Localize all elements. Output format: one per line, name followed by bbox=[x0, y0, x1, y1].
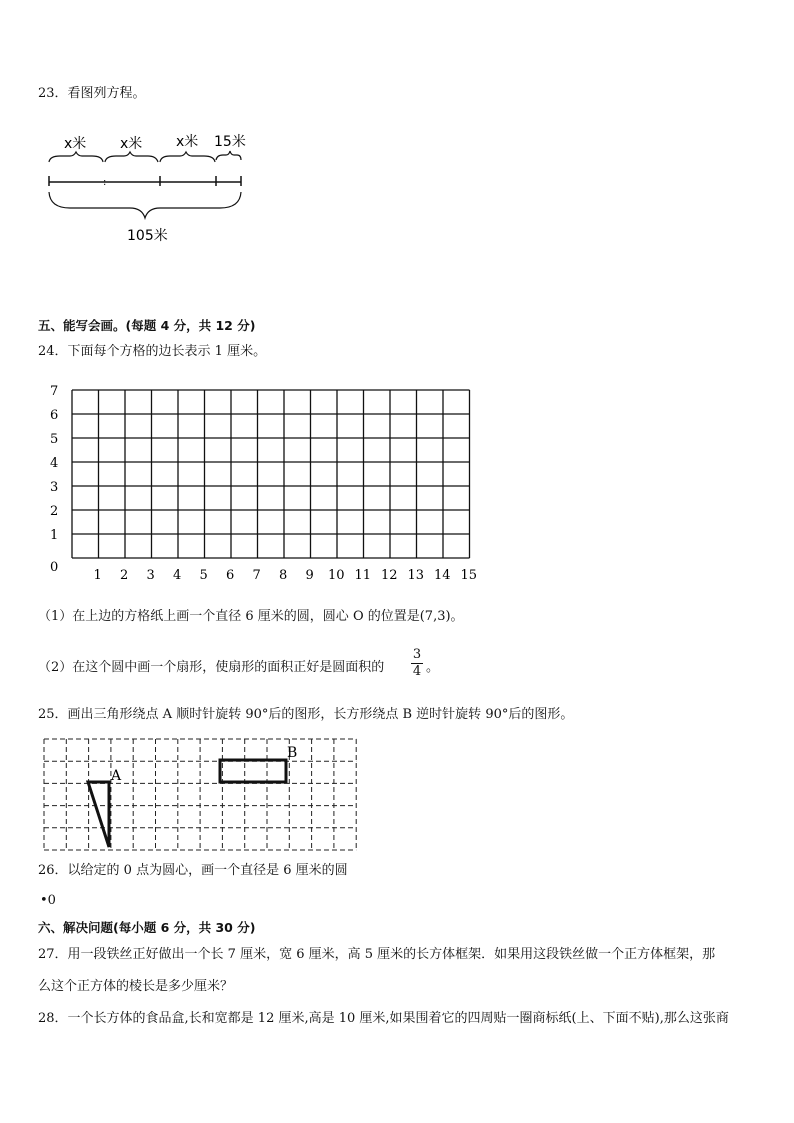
brace-segment-2 bbox=[105, 152, 158, 162]
q23-segment-diagram bbox=[40, 128, 260, 248]
segment-label-3: x米 bbox=[176, 134, 199, 150]
x-tick-label: 6 bbox=[226, 568, 235, 583]
x-tick-label: 4 bbox=[173, 568, 182, 583]
y-tick-label: 6 bbox=[50, 408, 59, 423]
rectangle-shape bbox=[220, 760, 286, 782]
q23-title: 23．看图列方程。 bbox=[38, 86, 146, 101]
q24-part1: （1）在上边的方格纸上画一个直径 6 厘米的圆，圆心 O 的位置是(7,3)。 bbox=[38, 609, 464, 624]
fraction-numerator: 3 bbox=[412, 647, 422, 662]
x-tick-label: 1 bbox=[93, 568, 102, 583]
total-label: 105米 bbox=[127, 228, 168, 244]
q28-line1: 28．一个长方体的食品盒,长和宽都是 12 厘米,高是 10 厘米,如果围着它的四周贴一圈商标纸(上、下面不贴),那么这张商 bbox=[38, 1011, 729, 1026]
q27-line1: 27．用一段铁丝正好做出一个长 7 厘米，宽 6 厘米，高 5 厘米的长方体框架．如果用这段铁丝做一个正方体框架，那 bbox=[38, 947, 716, 962]
q24-part2-end: 。 bbox=[426, 660, 440, 675]
point-b-label: B bbox=[287, 745, 298, 761]
x-tick-label: 13 bbox=[407, 568, 425, 583]
q26-title: 26．以给定的 0 点为圆心，画一个直径是 6 厘米的圆 bbox=[38, 863, 348, 878]
x-tick-label: 10 bbox=[328, 568, 345, 583]
triangle-shape bbox=[88, 782, 109, 847]
segment-label-4: 15米 bbox=[214, 134, 246, 150]
x-tick-label: 8 bbox=[279, 568, 288, 583]
section5-heading: 五、能写会画。(每题 4 分，共 12 分) bbox=[38, 318, 256, 333]
q24-title: 24．下面每个方格的边长表示 1 厘米。 bbox=[38, 344, 267, 359]
x-tick-label: 5 bbox=[199, 568, 208, 583]
y-tick-label: 7 bbox=[50, 384, 59, 399]
y-tick-label: 4 bbox=[50, 456, 59, 471]
x-tick-label: 3 bbox=[146, 568, 155, 583]
y-tick-label: 1 bbox=[50, 528, 59, 543]
x-tick-label: 2 bbox=[120, 568, 129, 583]
segment-colon: : bbox=[103, 177, 107, 188]
x-tick-label: 11 bbox=[354, 568, 372, 583]
segment-label-1: x米 bbox=[64, 136, 87, 152]
y-tick-label: 2 bbox=[50, 504, 59, 519]
fraction-denominator: 4 bbox=[412, 664, 422, 679]
q24-grid bbox=[72, 390, 470, 558]
q25-title: 25．画出三角形绕点 A 顺时针旋转 90°后的图形，长方形绕点 B 逆时针旋转 90°后的图形。 bbox=[38, 707, 574, 722]
x-tick-label: 9 bbox=[305, 568, 314, 583]
point-a-label: A bbox=[111, 768, 122, 784]
fraction-three-quarters bbox=[411, 648, 423, 679]
y-tick-label: 3 bbox=[50, 480, 59, 495]
brace-segment-1 bbox=[49, 152, 103, 162]
x-tick-label: 14 bbox=[434, 568, 451, 583]
x-tick-label: 7 bbox=[252, 568, 261, 583]
q24-part2: （2）在这个圆中画一个扇形，使扇形的面积正好是圆面积的 bbox=[38, 660, 385, 675]
q27-line2: 么这个正方体的棱长是多少厘米？ bbox=[38, 979, 234, 994]
section6-heading: 六、解决问题(每小题 6 分，共 30 分) bbox=[38, 920, 256, 935]
x-tick-label: 12 bbox=[381, 568, 398, 583]
y-tick-label: 5 bbox=[50, 432, 59, 447]
x-tick-label: 15 bbox=[460, 568, 478, 583]
y-tick-label: 0 bbox=[50, 560, 59, 575]
brace-segment-3 bbox=[160, 152, 215, 162]
q25-figure bbox=[40, 735, 360, 855]
brace-segment-4 bbox=[216, 151, 241, 160]
segment-label-2: x米 bbox=[120, 136, 143, 152]
center-point-o: •0 bbox=[40, 893, 56, 908]
q24-grid-figure bbox=[40, 380, 490, 583]
brace-total bbox=[49, 192, 241, 218]
